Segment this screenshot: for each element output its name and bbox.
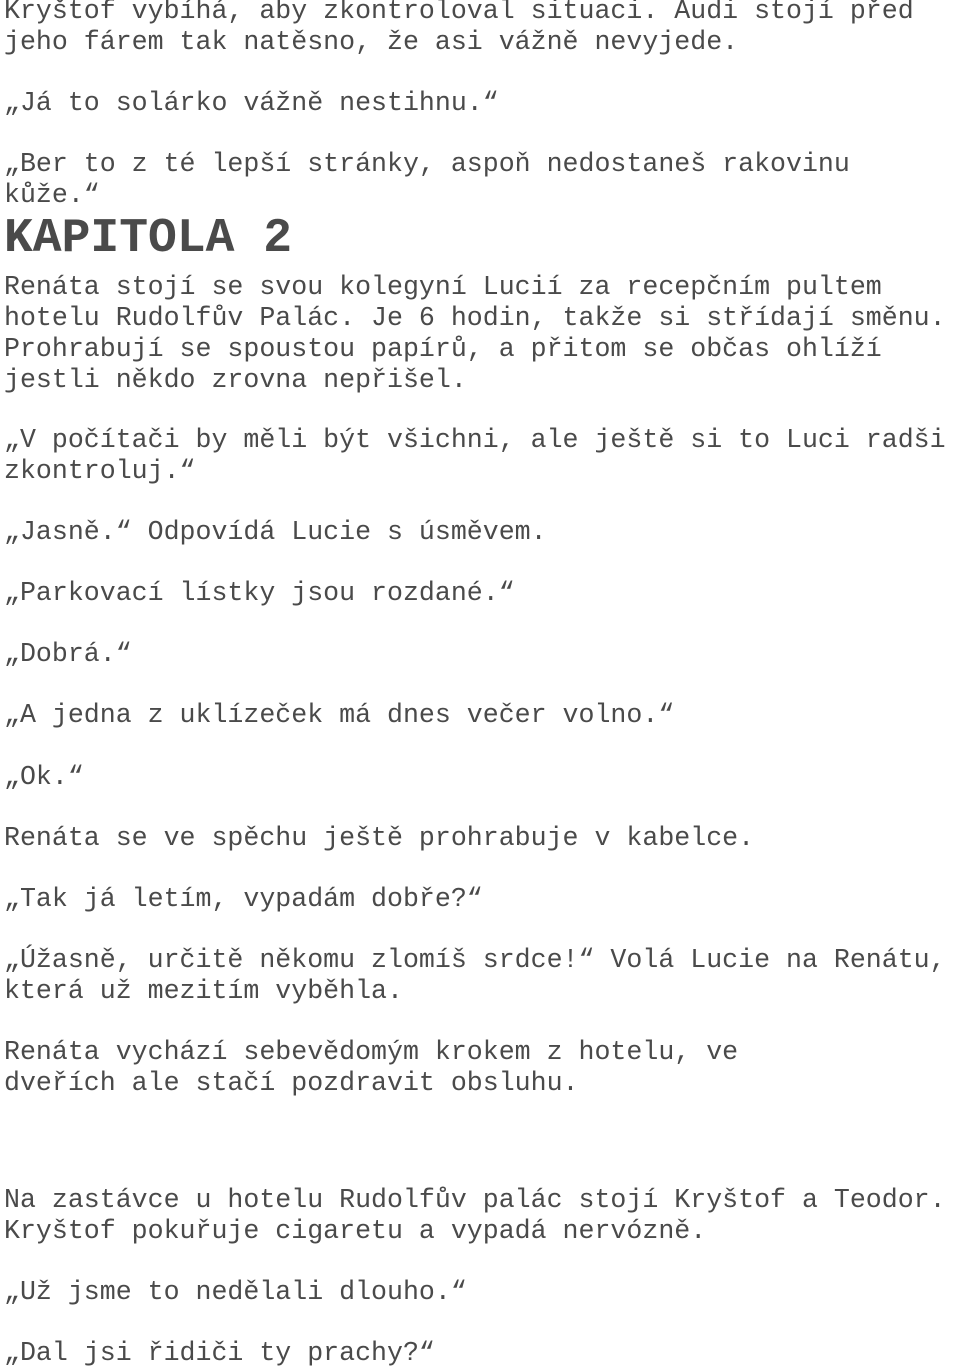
paragraph-parking-tickets: „Parkovací lístky jsou rozdané.“ [4, 578, 515, 608]
paragraph-looking-good: „Tak já letím, vypadám dobře?“ [4, 884, 483, 914]
paragraph-long-time: „Už jsme to nedělali dlouho.“ [4, 1277, 467, 1307]
chapter-heading: KAPITOLA 2 [4, 212, 293, 266]
paragraph-lucie-reply: „Jasně.“ Odpovídá Lucie s úsměvem. [4, 517, 547, 547]
paragraph-krystof-checks-situation: Kryštof vybíhá, aby zkontroloval situaci. Audi stojí před jeho fárem tak natěsno, že asi vážně nevyjede. [4, 0, 914, 57]
paragraph-leaving-hotel: Renáta vychází sebevědomým krokem z hotelu, ve dveřích ale stačí pozdravit obsluhu. [4, 1037, 739, 1098]
paragraph-handbag: Renáta se ve spěchu ještě prohrabuje v kabelce. [4, 823, 755, 853]
paragraph-better-side-line: „Ber to z té lepší stránky, aspoň nedostaneš rakovinu kůže.“ [4, 149, 850, 210]
paragraph-solarium-line: „Já to solárko vážně nestihnu.“ [4, 88, 499, 118]
paragraph-computer-check: „V počítači by měli být všichni, ale ještě si to Luci radši zkontroluj.“ [4, 425, 946, 486]
paragraph-break-hearts: „Úžasně, určitě někomu zlomíš srdce!“ Volá Lucie na Renátu, která už mezitím vyběhla. [4, 945, 946, 1006]
paragraph-cleaner-off: „A jedna z uklízeček má dnes večer volno.“ [4, 700, 675, 730]
paragraph-bus-stop: Na zastávce u hotelu Rudolfův palác stojí Kryštof a Teodor. Kryštof pokuřuje cigaretu a vypadá nervózně. [4, 1185, 946, 1246]
paragraph-ok: „Ok.“ [4, 762, 84, 792]
paragraph-good: „Dobrá.“ [4, 639, 132, 669]
paragraph-driver-money: „Dal jsi řidiči ty prachy?“ [4, 1338, 435, 1368]
paragraph-reception-scene: Renáta stojí se svou kolegyní Lucií za recepčním pultem hotelu Rudolfův Palác. Je 6 hodin, takže si střídají směnu. Prohrabují se spoustou papírů, a přitom se občas ohlíží jestli někdo zrovna nepřišel. [4, 272, 946, 395]
